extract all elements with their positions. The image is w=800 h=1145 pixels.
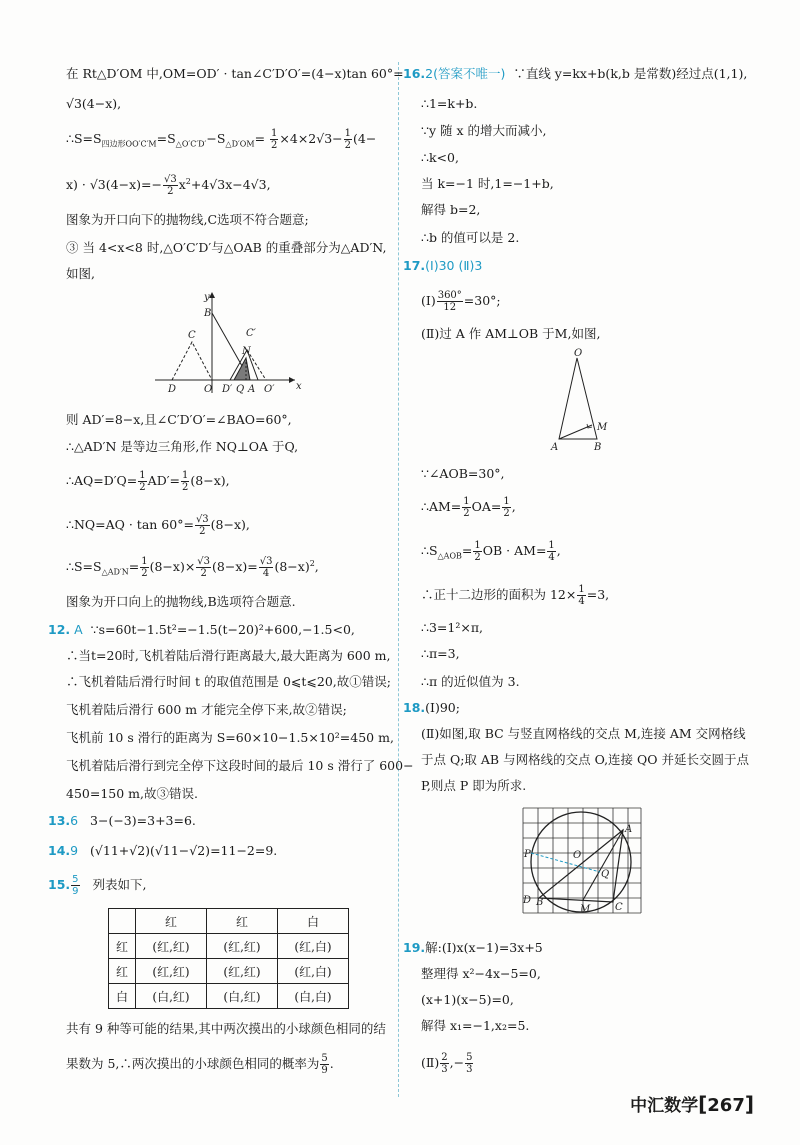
text-line: 图象为开口向下的抛物线,C选项不符合题意; xyxy=(66,212,309,227)
svg-text:O: O xyxy=(574,348,583,359)
text-line: ∴△AD′N 是等边三角形,作 NQ⊥OA 于Q, xyxy=(66,439,299,454)
svg-text:M: M xyxy=(597,422,608,433)
text-line: ∴3=1²×π, xyxy=(421,620,484,635)
text-line: ∴b 的值可以是 2. xyxy=(421,230,520,245)
formula-line: ∴AM= $\frac{1}{2}$ OA= $\frac{1}{2}$ , xyxy=(421,496,516,519)
text-line: √3(4−x), xyxy=(66,96,122,111)
text-line: 当 k=−1 时,1=−1+b, xyxy=(421,176,554,191)
svg-text:x: x xyxy=(296,381,302,392)
fraction: $\frac{1}{2}$ xyxy=(271,128,278,151)
text-line: ∴π=3, xyxy=(421,646,460,661)
text-line: 飞机着陆后滑行 600 m 才能完全停下来,故②错误; xyxy=(66,702,347,717)
figure-overlap-triangles xyxy=(150,288,310,398)
question-19: 19.解:(Ⅰ)x(x−1)=3x+5 xyxy=(403,940,543,955)
text-line: 于点 Q;取 AB 与网格线的交点 O,连接 QO 并延长交圆于点 xyxy=(421,752,749,767)
question-17: 17.(Ⅰ)30 (Ⅱ)3 xyxy=(403,258,483,273)
svg-text:A: A xyxy=(248,384,256,395)
svg-text:Q: Q xyxy=(601,869,610,880)
text-line: ③ 当 4<x<8 时,△O′C′D′与△OAB 的重叠部分为△AD′N, xyxy=(66,240,387,255)
figure-grid-circle xyxy=(515,802,649,916)
page-number: 267 xyxy=(707,1095,745,1116)
svg-text:C: C xyxy=(615,902,623,913)
formula-line: x) · √3(4−x)=− $\frac{√3}{2}$ $x^2+4√3x-4√3$, xyxy=(66,174,271,198)
question-13: 13.6 3−(−3)=3+3=6. xyxy=(48,813,196,828)
question-18: 18.(Ⅰ)90; xyxy=(403,700,460,715)
text-line: 450=150 m,故③错误. xyxy=(66,786,198,801)
question-16: 16.2(答案不唯一) ∵直线 y=kx+b(k,b 是常数)经过点(1,1), xyxy=(403,66,748,81)
text-line: P,则点 P 即为所求. xyxy=(421,778,527,793)
page-footer: 中汇数学[267] xyxy=(630,1092,754,1116)
svg-text:D′: D′ xyxy=(222,384,233,395)
question-14: 14.9 (√11+√2)(√11−√2)=11−2=9. xyxy=(48,843,278,858)
text-line: ∴k<0, xyxy=(421,150,459,165)
svg-text:B: B xyxy=(536,897,544,908)
svg-text:N: N xyxy=(242,346,251,357)
text-line: 整理得 x²−4x−5=0, xyxy=(421,966,541,981)
svg-text:Q: Q xyxy=(236,384,245,395)
svg-text:O: O xyxy=(573,850,582,861)
fraction: $\frac{√3}{2}$ xyxy=(163,174,177,198)
svg-text:A: A xyxy=(551,442,559,453)
column-divider xyxy=(398,62,399,1097)
formula-line: 果数为 5,∴两次摸出的小球颜色相同的概率为 $\frac{5}{9}$ . xyxy=(66,1053,334,1076)
figure-triangle-aob xyxy=(543,346,618,458)
text-line: 共有 9 种等可能的结果,其中两次摸出的小球颜色相同的结 xyxy=(66,1021,386,1036)
text-line: (x+1)(x−5)=0, xyxy=(421,992,514,1007)
text-line: ∵∠AOB=30°, xyxy=(421,466,505,481)
text-line: ∴飞机着陆后滑行时间 t 的取值范围是 0⩽t⩽20,故①错误; xyxy=(66,674,391,689)
probability-table: 红 红 白 红 (红,红) (红,红) (红,白) 红 (红,红) (红,红) (红,白) 白 (白,红) (白,红) (白,白) xyxy=(108,908,349,1009)
text-line: 在 Rt△D′OM 中,OM=OD′ · tan∠C′D′O′=(4−x)tan 60°= xyxy=(66,66,404,81)
text-line: 如图, xyxy=(66,266,95,281)
text-line: 飞机着陆后滑行到完全停下这段时间的最后 10 s 滑行了 600− xyxy=(66,758,414,773)
text-line: 解得 x₁=−1,x₂=5. xyxy=(421,1018,530,1033)
formula-line: (Ⅱ) $\frac{2}{3}$ ,− $\frac{5}{3}$ xyxy=(421,1052,473,1075)
label-y: y xyxy=(204,292,210,303)
svg-text:D: D xyxy=(523,895,532,906)
text-line: 则 AD′=8−x,且∠C′D′O′=∠BAO=60°, xyxy=(66,412,292,427)
text-line: ∴π 的近似值为 3. xyxy=(421,674,520,689)
question-12: 12. A ∵s=60t−1.5t²=−1.5(t−20)²+600,−1.5<0, xyxy=(48,622,355,637)
svg-text:C′: C′ xyxy=(246,328,256,339)
text-line: 解得 b=2, xyxy=(421,202,481,217)
formula-line: $\therefore S=S_{\triangle AD'N}=$ $\frac{1}{2}$ (8−x)× $\frac{√3}{2}$ (8−x)= $\frac{√3}{4}$ $(8-x)^2$, xyxy=(66,556,319,580)
formula-line: ∴AQ=D′Q= $\frac{1}{2}$ AD′= $\frac{1}{2}$ (8−x), xyxy=(66,470,230,493)
formula-line: ∴正十二边形的面积为 12× $\frac{1}{4}$ =3, xyxy=(421,584,610,607)
svg-text:M: M xyxy=(580,904,591,915)
text-line: 飞机前 10 s 滑行的距离为 S=60×10−1.5×10²=450 m, xyxy=(66,730,394,745)
svg-text:D: D xyxy=(168,384,177,395)
question-15: 15. $\frac{5}{9}$ 列表如下, xyxy=(48,874,147,897)
table-row: 红 (红,红) (红,红) (红,白) xyxy=(109,934,349,959)
text-line: 图象为开口向上的抛物线,B选项符合题意. xyxy=(66,594,296,609)
svg-text:B: B xyxy=(594,442,602,453)
svg-text:A: A xyxy=(625,824,633,835)
formula-line: $\therefore S=S_{四边形OO'C'M}=S_{\triangle O'C'D'}-S_{\triangle D'OM}=$ $\frac{1}{2}$ ×4×2√3− $\frac{1}{2}$ (4− xyxy=(66,128,377,151)
svg-text:C: C xyxy=(188,330,196,341)
fraction: $\frac{1}{2}$ xyxy=(344,128,352,151)
formula-line: (Ⅰ) $\frac{360^\circ}{12}$ =30°; xyxy=(421,290,501,313)
text-line: (Ⅱ)如图,取 BC 与竖直网格线的交点 M,连接 AM 交网格线 xyxy=(421,726,746,741)
svg-text:P: P xyxy=(524,849,531,860)
svg-text:O: O xyxy=(204,384,213,395)
brand-name: 中汇数学 xyxy=(630,1096,699,1116)
text-line: (Ⅱ)过 A 作 AM⊥OB 于M,如图, xyxy=(421,326,601,341)
table-row: 白 (白,红) (白,红) (白,白) xyxy=(109,984,349,1009)
text-line: ∴当t=20时,飞机着陆后滑行距离最大,最大距离为 600 m, xyxy=(66,648,391,663)
svg-text:O′: O′ xyxy=(264,384,275,395)
text-line: ∵y 随 x 的增大而减小, xyxy=(421,123,547,138)
svg-text:B: B xyxy=(204,308,212,319)
formula-line: ∴NQ=AQ · tan 60°= $\frac{√3}{2}$ (8−x), xyxy=(66,514,250,537)
table-row: 红 (红,红) (红,红) (红,白) xyxy=(109,959,349,984)
text-line: ∴1=k+b. xyxy=(421,96,478,111)
formula-line: $\therefore S_{\triangle AOB}=$ $\frac{1}{2}$ OB · AM= $\frac{1}{4}$ , xyxy=(421,540,561,563)
